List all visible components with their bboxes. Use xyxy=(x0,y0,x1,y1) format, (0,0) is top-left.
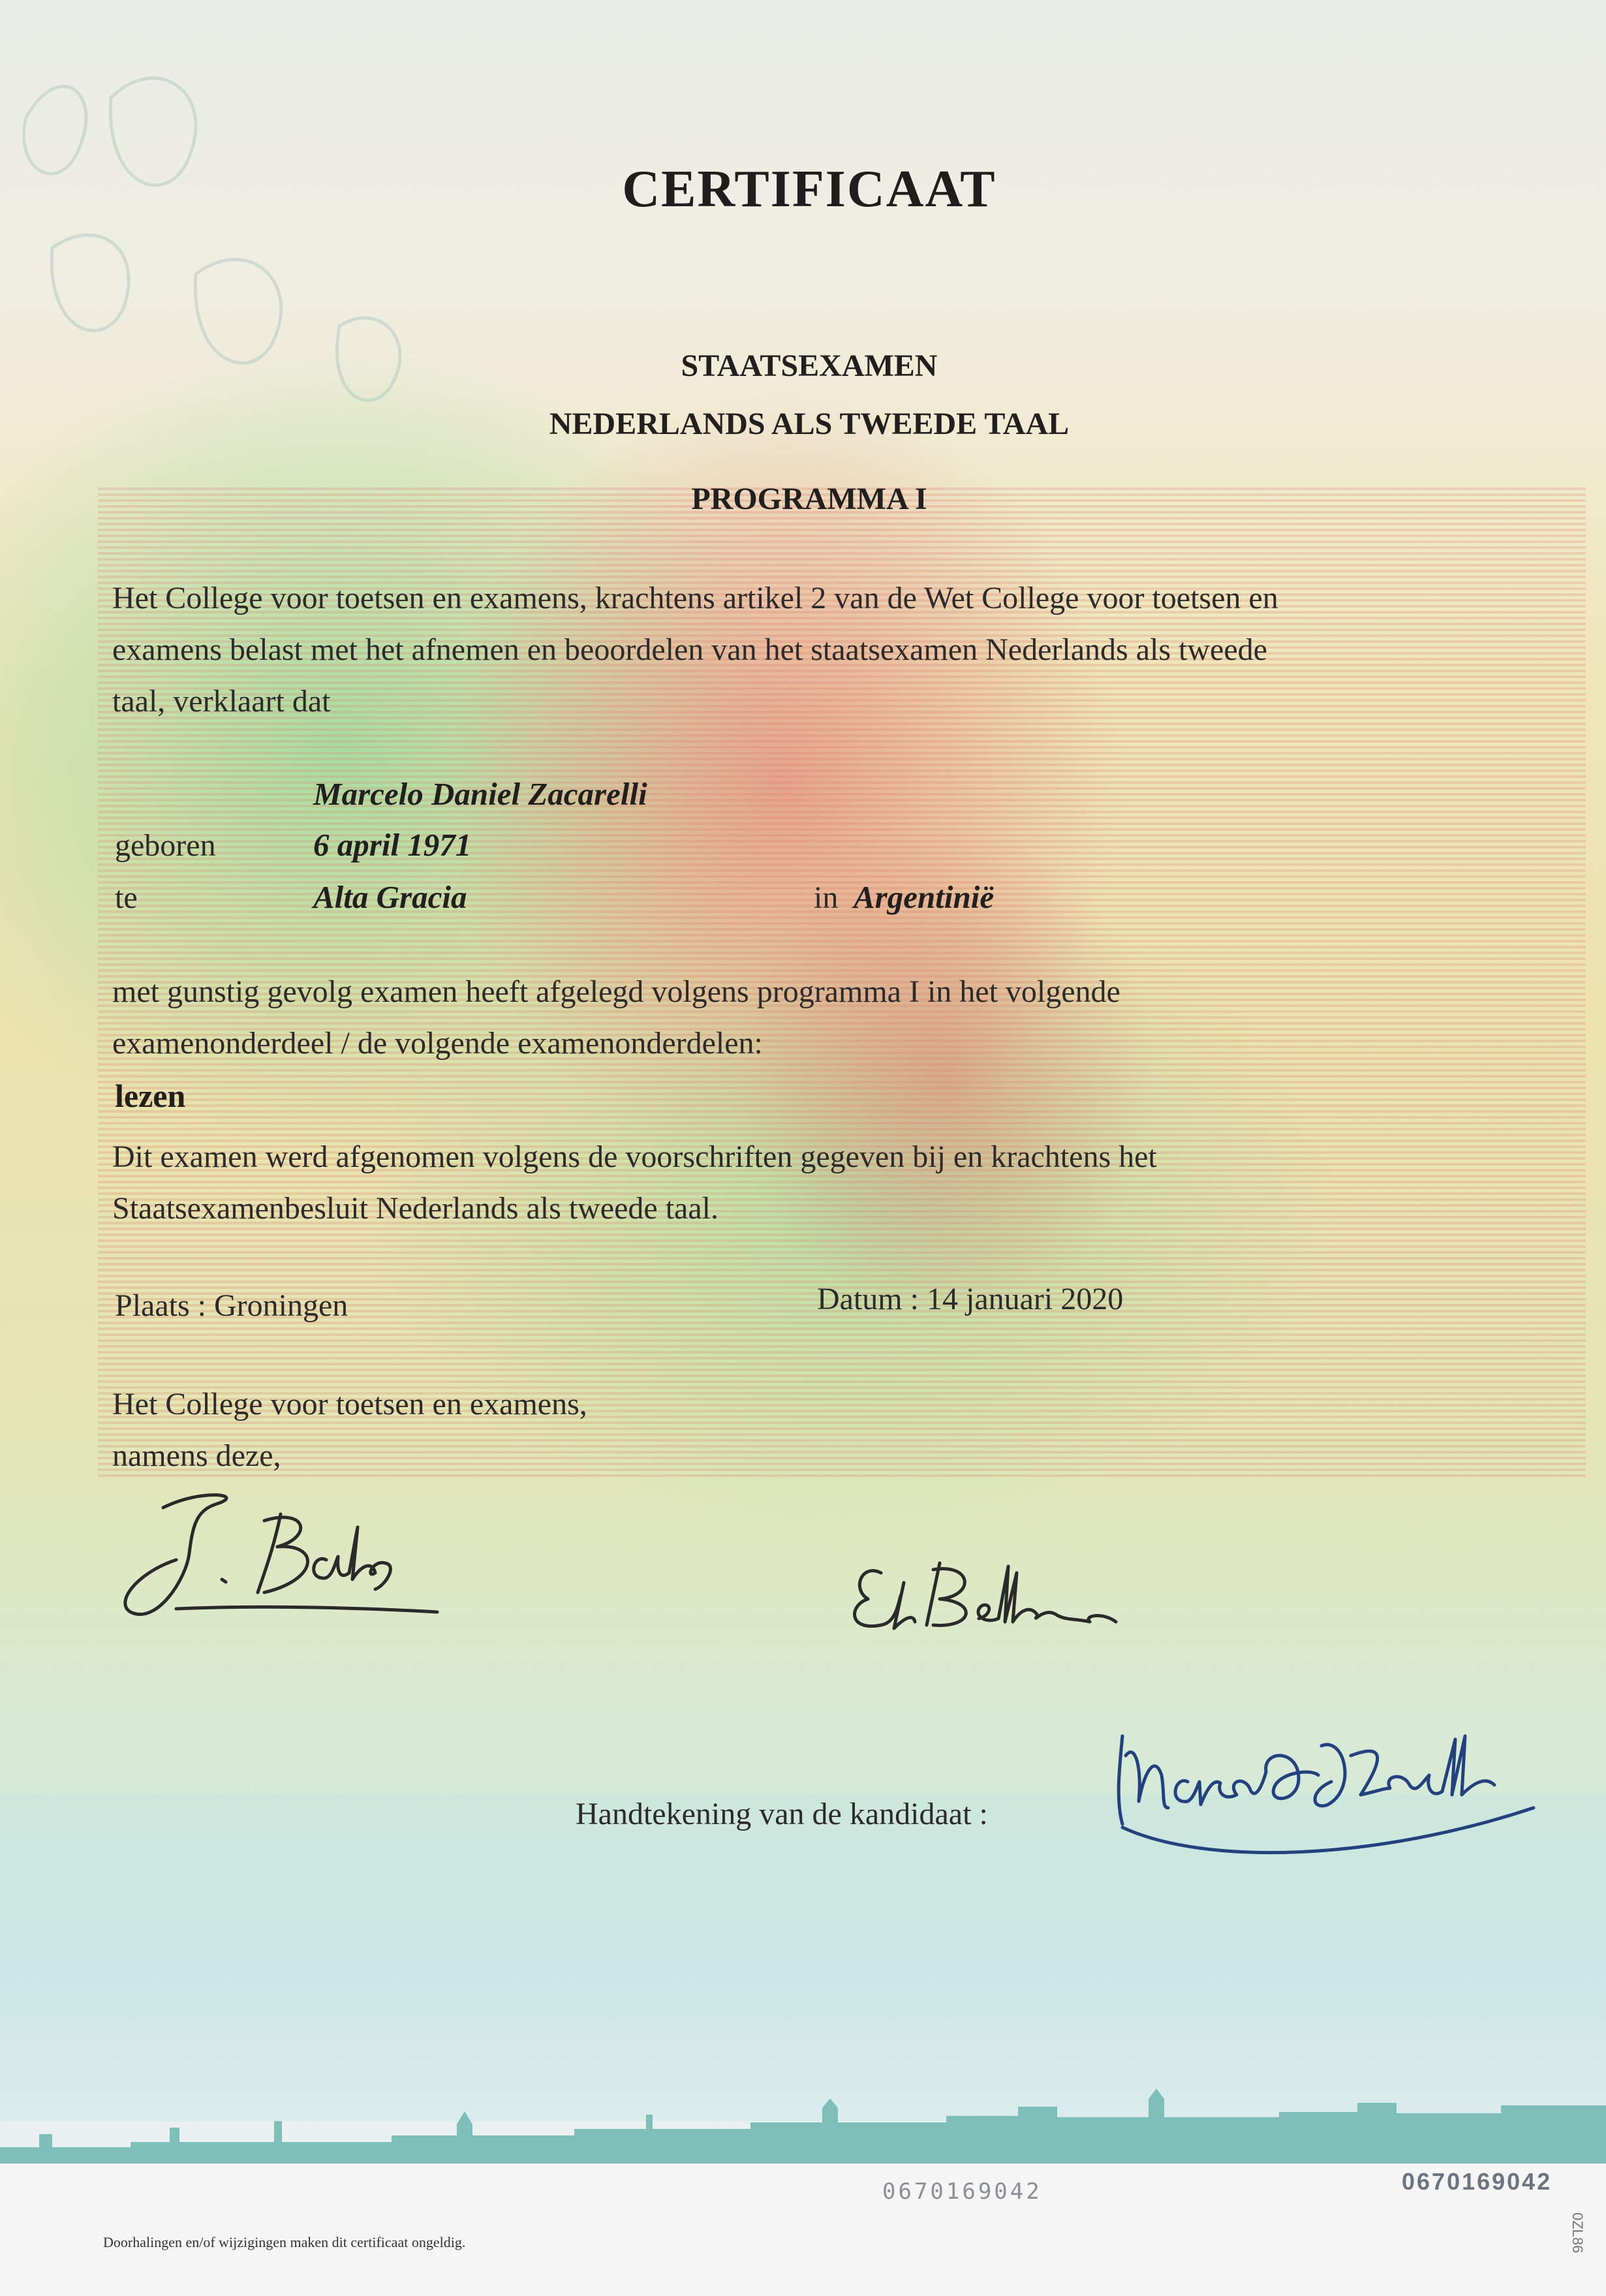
result-paragraph xyxy=(112,966,1120,1069)
issuer-line: namens deze, xyxy=(112,1438,281,1473)
birth-place: Alta Gracia xyxy=(313,879,467,915)
exam-name-line2: NEDERLANDS ALS TWEEDE TAAL xyxy=(549,407,1070,441)
candidate-signature-label: Handtekening van de kandidaat : xyxy=(576,1797,988,1831)
regulation-paragraph xyxy=(112,1131,1157,1234)
intro-line: taal, verklaart dat xyxy=(112,684,331,719)
intro-line: Het College voor toetsen en examens, krachtens artikel 2 van de Wet College voor toetsen en xyxy=(112,581,1278,615)
issuer-line: Het College voor toetsen en examens, xyxy=(112,1387,587,1421)
exam-date: Datum : 14 januari 2020 xyxy=(817,1282,1124,1316)
signature-candidate xyxy=(1103,1710,1547,1873)
exam-name-line1: STAATSEXAMEN xyxy=(681,349,938,383)
place-label: te xyxy=(115,880,138,915)
issuer-block xyxy=(112,1378,587,1482)
signature-issuer-2 xyxy=(842,1544,1155,1641)
country-label: in xyxy=(814,880,839,915)
serial-number-right: 0670169042 xyxy=(1402,2168,1552,2195)
certificate-title: CERTIFICAAT xyxy=(622,161,996,218)
birth-country: Argentinië xyxy=(854,879,995,915)
regulation-line: Staatsexamenbesluit Nederlands als tweede taal. xyxy=(112,1191,718,1226)
footer-note: Doorhalingen en/of wijzigingen maken dit certificaat ongeldig. xyxy=(103,2234,466,2250)
serial-number-center: 0670169042 xyxy=(882,2179,1042,2205)
regulation-line: Dit examen werd afgenomen volgens de voorschriften gegeven bij en krachtens het xyxy=(112,1140,1157,1174)
birth-date: 6 april 1971 xyxy=(313,827,472,863)
intro-paragraph xyxy=(112,572,1278,727)
exam-place: Plaats : Groningen xyxy=(115,1288,348,1323)
result-line: met gunstig gevolg examen heeft afgelegd volgens programma I in het volgende xyxy=(112,974,1120,1009)
born-label: geboren xyxy=(115,828,216,863)
signature-issuer-1 xyxy=(117,1482,457,1632)
intro-line: examens belast met het afnemen en beoordelen van het staatsexamen Nederlands als tweede xyxy=(112,632,1267,667)
exam-subject: lezen xyxy=(115,1078,186,1114)
program-heading: PROGRAMMA I xyxy=(691,482,927,516)
result-line: examenonderdeel / de volgende examenonderdelen: xyxy=(112,1026,763,1061)
side-code: 0ZL86 xyxy=(1569,2212,1586,2254)
candidate-name: Marcelo Daniel Zacarelli xyxy=(313,776,647,812)
